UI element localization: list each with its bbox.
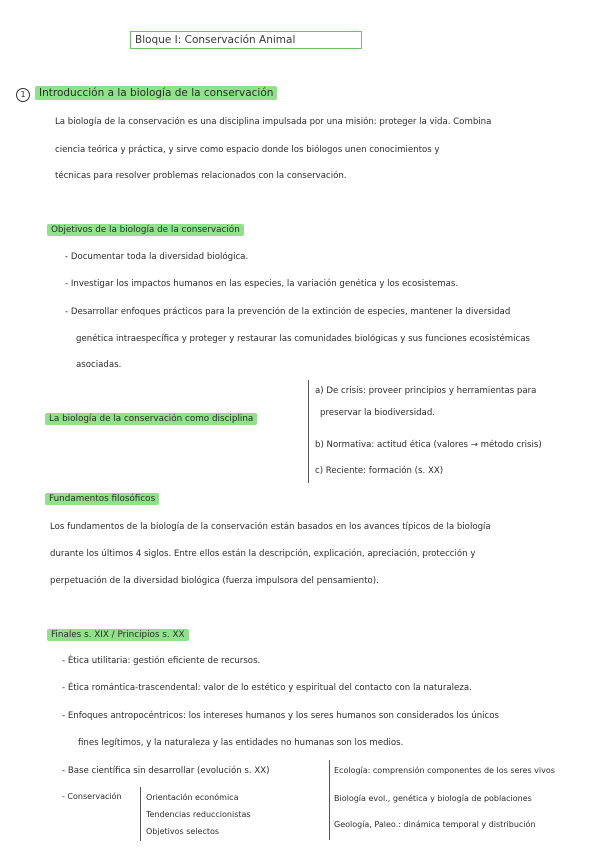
objective-item: - Documentar toda la diversidad biológica. xyxy=(65,252,249,262)
late-item: - Enfoques antropocéntricos: los intereses humanos y los seres humanos son considerados los únicos xyxy=(62,711,500,721)
late-heading: Finales s. XIX / Principios s. XX xyxy=(47,629,189,641)
foundations-line: durante los últimos 4 siglos. Entre ellos están la descripción, explicación, apreciación, protección y xyxy=(50,549,476,559)
science-base: Biología evol., genética y biología de poblaciones xyxy=(334,794,532,803)
brace xyxy=(308,380,309,483)
foundations-line: Los fundamentos de la biología de la conservación están basados en los avances típicos de la biología xyxy=(50,522,491,532)
discipline-item: preservar la biodiversidad. xyxy=(320,408,436,418)
section-number: 1 xyxy=(16,88,30,102)
science-base: Ecología: comprensión componentes de los seres vivos xyxy=(334,766,555,775)
brace xyxy=(329,760,330,840)
conservation-branch: Orientación económica xyxy=(146,793,239,802)
conservation-branch: Tendencias reduccionistas xyxy=(146,810,251,819)
objective-item: - Investigar los impactos humanos en las especies, la variación genética y los ecosistemas. xyxy=(65,279,459,289)
objective-item: - Desarrollar enfoques prácticos para la prevención de la extinción de especies, mantener la diversidad xyxy=(65,307,511,317)
late-item: - Ética romántica-trascendental: valor de lo estético y espiritual del contacto con la naturaleza. xyxy=(62,683,472,693)
science-base: Geología, Paleo.: dinámica temporal y distribución xyxy=(334,820,536,829)
discipline-item: a) De crisis: proveer principios y herramientas para xyxy=(315,386,537,396)
late-item: fines legítimos, y la naturaleza y las entidades no humanas son los medios. xyxy=(78,738,404,748)
late-item: - Base científica sin desarrollar (evolución s. XX) xyxy=(62,766,270,776)
objectives-heading: Objetivos de la biología de la conservación xyxy=(47,224,244,236)
intro-line: ciencia teórica y práctica, y sirve como espacio donde los biólogos unen conocimientos y xyxy=(55,145,440,155)
intro-line: La biología de la conservación es una disciplina impulsada por una misión: proteger la vida. Combina xyxy=(55,117,492,127)
discipline-label: La biología de la conservación como disciplina xyxy=(45,413,257,425)
discipline-item: c) Reciente: formación (s. XX) xyxy=(315,466,444,476)
foundations-heading: Fundamentos filosóficos xyxy=(45,493,159,505)
objective-item: asociadas. xyxy=(76,360,122,370)
objective-item: genética intraespecífica y proteger y restaurar las comunidades biológicas y sus funciones ecosistémicas xyxy=(76,334,530,344)
brace xyxy=(140,787,141,841)
discipline-item: b) Normativa: actitud ética (valores → método crisis) xyxy=(315,440,542,450)
conservation-branch: Objetivos selectos xyxy=(146,827,220,836)
late-item: - Ética utilitaria: gestión eficiente de recursos. xyxy=(62,656,261,666)
intro-line: técnicas para resolver problemas relacionados con la conservación. xyxy=(55,171,347,181)
foundations-line: perpetuación de la diversidad biológica (fuerza impulsora del pensamiento). xyxy=(50,576,379,586)
late-item: - Conservación xyxy=(62,792,122,801)
page-title: Bloque I: Conservación Animal xyxy=(130,31,362,49)
section-heading: Introducción a la biología de la conservación xyxy=(35,86,277,100)
